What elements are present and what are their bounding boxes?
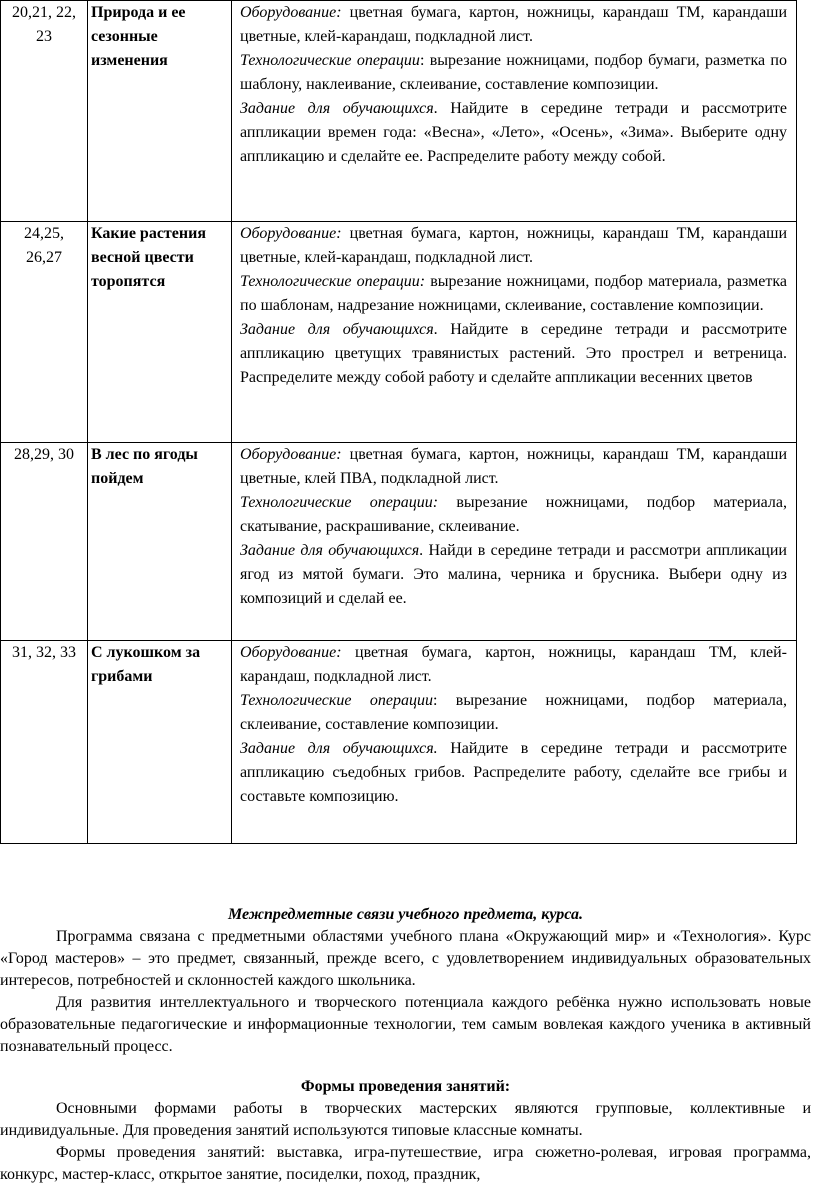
lesson-topic: Какие растения весной цвести торопятся bbox=[88, 222, 232, 443]
equipment-line bbox=[240, 1, 787, 49]
lesson-number: 20,21, 22, 23 bbox=[1, 1, 88, 222]
lesson-forms-section bbox=[0, 1076, 811, 1186]
equipment-text: цветная бумага, картон, ножницы, карандаш ТМ, клей-карандаш, подкладной лист. bbox=[240, 644, 787, 685]
section-heading: Межпредметные связи учебного предмета, курса. bbox=[228, 906, 583, 923]
equipment-text: цветная бумага, картон, ножницы, карандаш ТМ, карандаши цветные, клей-карандаш, подкладной лист. bbox=[240, 225, 787, 266]
task-label: Задание для обучающихся bbox=[240, 542, 420, 559]
table-row bbox=[1, 641, 797, 844]
interdisciplinary-section bbox=[0, 904, 811, 1058]
task-line bbox=[240, 97, 787, 169]
task-line bbox=[240, 318, 787, 390]
equipment-label: Оборудование: bbox=[240, 446, 342, 463]
equipment-label: Оборудование: bbox=[240, 225, 342, 242]
operations-text: вырезание ножницами, подбор материала, скатывание, раскрашивание, склеивание. bbox=[240, 494, 788, 535]
operations-label: Технологические операции bbox=[240, 52, 420, 69]
paragraph: Формы проведения занятий: выставка, игра-путешествие, игра сюжетно-ролевая, игровая программа, конкурс, мастер-класс, открытое занятие, посиделки, поход, праздник, bbox=[0, 1144, 811, 1183]
lesson-description bbox=[232, 641, 797, 844]
paragraph: Программа связана с предметными областями учебного плана «Окружающий мир» и «Технология». Курс «Город мастеров» – это предмет, связанный, прежде всего, с удовлетворением индивидуальных образовательных интересов, потребностей и склонностей каждого школьника. bbox=[0, 928, 811, 989]
lesson-number: 31, 32, 33 bbox=[1, 641, 88, 844]
task-label: Задание для обучающихся bbox=[240, 321, 434, 338]
paragraph: Основными формами работы в творческих мастерских являются групповые, коллективные и индивидуальные. Для проведения занятий используются типовые классные комнаты. bbox=[0, 1100, 811, 1139]
equipment-line bbox=[240, 641, 787, 689]
task-line bbox=[240, 737, 787, 809]
task-text: . Найдите в середине тетради и рассмотрите аппликацию цветущих травянистых растений. Это прострел и ветреница. Распределите между собой работу и сделайте аппликации весенних цветов bbox=[240, 321, 787, 386]
equipment-text: цветная бумага, картон, ножницы, карандаш ТМ, карандаши цветные, клей-карандаш, подкладной лист. bbox=[240, 4, 787, 45]
equipment-line bbox=[240, 443, 787, 491]
equipment-label: Оборудование: bbox=[240, 4, 342, 21]
operations-line bbox=[240, 689, 787, 737]
task-label: Задание для обучающихся. bbox=[240, 740, 438, 757]
table-row bbox=[1, 222, 797, 443]
equipment-text: цветная бумага, картон, ножницы, карандаш ТМ, карандаши цветные, клей ПВА, подкладной лист. bbox=[240, 446, 787, 487]
lesson-description bbox=[232, 1, 797, 222]
equipment-line bbox=[240, 222, 787, 270]
lesson-number: 24,25, 26,27 bbox=[1, 222, 88, 443]
operations-line bbox=[240, 49, 787, 97]
operations-line bbox=[240, 491, 787, 539]
section-heading: Формы проведения занятий: bbox=[300, 1078, 511, 1095]
lesson-number: 28,29, 30 bbox=[1, 443, 88, 641]
operations-line bbox=[240, 270, 787, 318]
table-row bbox=[1, 1, 797, 222]
equipment-label: Оборудование: bbox=[240, 644, 342, 661]
task-line bbox=[240, 539, 787, 611]
paragraph: Для развития интеллектуального и творческого потенциала каждого ребёнка нужно использовать новые образовательные педагогические и информационные технологии, тем самым вовлекая каждого ученика в активный познавательный процесс. bbox=[0, 994, 811, 1055]
lesson-topic: В лес по ягоды пойдем bbox=[88, 443, 232, 641]
operations-text: : вырезание ножницами, подбор бумаги, разметка по шаблону, наклеивание, склеивание, составление композиции. bbox=[240, 52, 787, 93]
task-text: . Найдите в середине тетради и рассмотрите аппликации времен года: «Весна», «Лето», «Осень», «Зима». Выберите одну аппликацию и сделайте ее. Распределите работу между собой. bbox=[240, 100, 787, 165]
operations-label: Технологические операции bbox=[240, 692, 433, 709]
table-row bbox=[1, 443, 797, 641]
lesson-description bbox=[232, 443, 797, 641]
lesson-topic: С лукошком за грибами bbox=[88, 641, 232, 844]
operations-label: Технологические операции: bbox=[240, 273, 426, 290]
lesson-topic: Природа и ее сезонные изменения bbox=[88, 1, 232, 222]
lesson-description bbox=[232, 222, 797, 443]
task-text: . Найди в середине тетради и рассмотри аппликации ягод из мятой бумаги. Это малина, черника и брусника. Выбери одну из композиций и сделай ее. bbox=[240, 542, 787, 607]
task-text: Найдите в середине тетради и рассмотрите аппликацию съедобных грибов. Распределите работу, сделайте все грибы и составьте композицию. bbox=[240, 740, 787, 805]
operations-text: вырезание ножницами, подбор материала, разметка по шаблонам, надрезание ножницами, склеивание, составление композиции. bbox=[240, 273, 787, 314]
task-label: Задание для обучающихся bbox=[240, 100, 434, 117]
operations-label: Технологические операции: bbox=[240, 494, 439, 511]
operations-text: : вырезание ножницами, подбор материала, склеивание, составление композиции. bbox=[240, 692, 787, 733]
